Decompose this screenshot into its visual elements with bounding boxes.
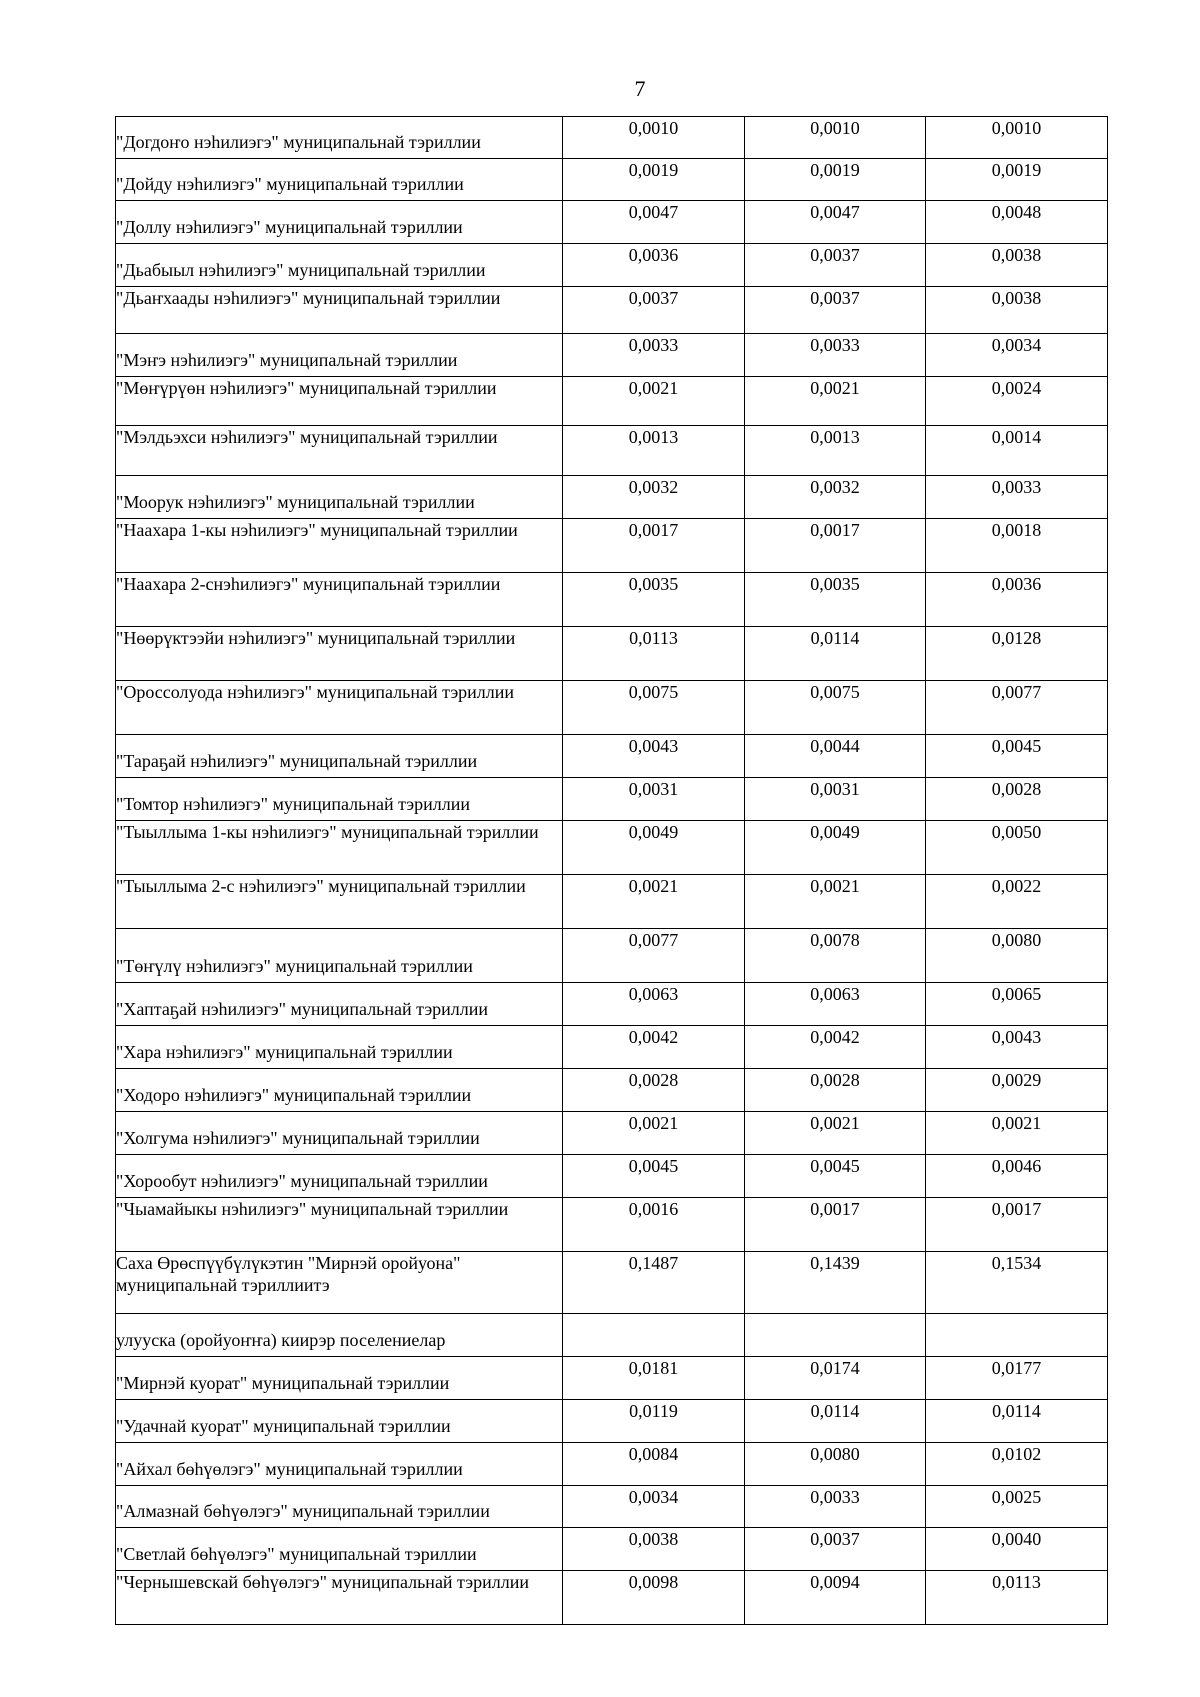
value-cell-1: 0,0042 [563, 1026, 745, 1069]
value-cell-2: 0,0047 [745, 201, 926, 244]
value-cell-2: 0,0037 [745, 1528, 926, 1571]
value-cell-1: 0,0010 [563, 117, 745, 159]
table-row [116, 681, 1108, 735]
value-cell-3: 0,0019 [926, 159, 1108, 201]
value-cell-2: 0,0035 [745, 573, 926, 627]
value-cell-2: 0,0094 [745, 1571, 926, 1625]
value-cell-1 [563, 1314, 745, 1357]
value-cell-3: 0,0034 [926, 334, 1108, 377]
value-cell-3: 0,0128 [926, 627, 1108, 681]
value-cell-3: 0,0102 [926, 1443, 1108, 1486]
value-cell-2: 0,0037 [745, 287, 926, 334]
value-cell-2: 0,0042 [745, 1026, 926, 1069]
value-cell-3: 0,0014 [926, 426, 1108, 476]
table-row [116, 929, 1108, 983]
value-cell-3: 0,0177 [926, 1357, 1108, 1400]
value-cell-2: 0,0021 [745, 1112, 926, 1155]
value-cell-1: 0,0034 [563, 1486, 745, 1528]
value-cell-3: 0,1534 [926, 1252, 1108, 1314]
municipality-name: "Дьабыыл нэһилиэгэ" муниципальнай тэриллии [116, 244, 563, 287]
municipality-name: "Удачнай куорат" муниципальнай тэриллии [116, 1400, 563, 1443]
value-cell-1: 0,0033 [563, 334, 745, 377]
value-cell-1: 0,0021 [563, 377, 745, 426]
value-cell-1: 0,0084 [563, 1443, 745, 1486]
table-row [116, 377, 1108, 426]
value-cell-2: 0,0037 [745, 244, 926, 287]
value-cell-1: 0,0063 [563, 983, 745, 1026]
table-row [116, 1528, 1108, 1571]
value-cell-2: 0,0017 [745, 519, 926, 573]
value-cell-2: 0,0033 [745, 1486, 926, 1528]
value-cell-1: 0,0119 [563, 1400, 745, 1443]
value-cell-1: 0,0098 [563, 1571, 745, 1625]
value-cell-2: 0,0114 [745, 627, 926, 681]
value-cell-2: 0,0080 [745, 1443, 926, 1486]
value-cell-3: 0,0025 [926, 1486, 1108, 1528]
table-row [116, 1357, 1108, 1400]
municipality-name: "Ороссолуода нэһилиэгэ" муниципальнай тэриллии [116, 681, 563, 735]
value-cell-1: 0,0077 [563, 929, 745, 983]
table-row [116, 1443, 1108, 1486]
table-row [116, 426, 1108, 476]
value-cell-3: 0,0040 [926, 1528, 1108, 1571]
table-row [116, 1486, 1108, 1528]
value-cell-3: 0,0038 [926, 287, 1108, 334]
municipality-name: "Мирнэй куорат" муниципальнай тэриллии [116, 1357, 563, 1400]
municipality-name: "Наахара 2-снэһилиэгэ" муниципальнай тэриллии [116, 573, 563, 627]
value-cell-2: 0,0021 [745, 875, 926, 929]
value-cell-2: 0,0019 [745, 159, 926, 201]
municipality-name: Саха Өрөспүүбүлүкэтин "Мирнэй оройуона" муниципальнай тэриллиитэ [116, 1252, 563, 1314]
value-cell-1: 0,0017 [563, 519, 745, 573]
value-cell-3: 0,0080 [926, 929, 1108, 983]
municipality-name: "Чыамайыкы нэһилиэгэ" муниципальнай тэриллии [116, 1198, 563, 1252]
value-cell-1: 0,0043 [563, 735, 745, 778]
value-cell-3: 0,0046 [926, 1155, 1108, 1198]
municipality-name: "Холгума нэһилиэгэ" муниципальнай тэриллии [116, 1112, 563, 1155]
value-cell-3: 0,0021 [926, 1112, 1108, 1155]
value-cell-1: 0,0037 [563, 287, 745, 334]
value-cell-1: 0,0019 [563, 159, 745, 201]
table-row [116, 1155, 1108, 1198]
value-cell-3: 0,0029 [926, 1069, 1108, 1112]
value-cell-3: 0,0038 [926, 244, 1108, 287]
table-row [116, 201, 1108, 244]
data-table [115, 116, 1108, 1625]
value-cell-2: 0,0017 [745, 1198, 926, 1252]
value-cell-2: 0,0075 [745, 681, 926, 735]
value-cell-1: 0,0028 [563, 1069, 745, 1112]
table-row [116, 821, 1108, 875]
value-cell-1: 0,0032 [563, 476, 745, 519]
table-row [116, 1252, 1108, 1314]
value-cell-1: 0,0049 [563, 821, 745, 875]
municipality-name: "Хаптаҕай нэһилиэгэ" муниципальнай тэриллии [116, 983, 563, 1026]
page-number: 7 [634, 76, 646, 101]
value-cell-2: 0,0021 [745, 377, 926, 426]
municipality-name: "Наахара 1-кы нэһилиэгэ" муниципальнай тэриллии [116, 519, 563, 573]
municipality-name: "Доллу нэһилиэгэ" муниципальнай тэриллии [116, 201, 563, 244]
value-cell-3: 0,0024 [926, 377, 1108, 426]
value-cell-3: 0,0065 [926, 983, 1108, 1026]
value-cell-1: 0,0021 [563, 1112, 745, 1155]
value-cell-1: 0,0075 [563, 681, 745, 735]
value-cell-3 [926, 1314, 1108, 1357]
value-cell-1: 0,0045 [563, 1155, 745, 1198]
municipality-name: "Алмазнай бөһүөлэгэ" муниципальнай тэриллии [116, 1486, 563, 1528]
table-row [116, 244, 1108, 287]
value-cell-2: 0,0063 [745, 983, 926, 1026]
value-cell-3: 0,0017 [926, 1198, 1108, 1252]
table-row [116, 875, 1108, 929]
value-cell-3: 0,0048 [926, 201, 1108, 244]
value-cell-1: 0,0038 [563, 1528, 745, 1571]
value-cell-3: 0,0077 [926, 681, 1108, 735]
value-cell-2: 0,0044 [745, 735, 926, 778]
table-row [116, 1069, 1108, 1112]
value-cell-2: 0,0174 [745, 1357, 926, 1400]
table-row [116, 1112, 1108, 1155]
municipality-name: "Айхал бөһүөлэгэ" муниципальнай тэриллии [116, 1443, 563, 1486]
value-cell-2: 0,0031 [745, 778, 926, 821]
value-cell-2: 0,1439 [745, 1252, 926, 1314]
value-cell-3: 0,0010 [926, 117, 1108, 159]
table-row [116, 476, 1108, 519]
value-cell-1: 0,0021 [563, 875, 745, 929]
value-cell-1: 0,0031 [563, 778, 745, 821]
value-cell-2: 0,0049 [745, 821, 926, 875]
value-cell-3: 0,0114 [926, 1400, 1108, 1443]
table-row [116, 117, 1108, 159]
table-row [116, 1400, 1108, 1443]
value-cell-3: 0,0045 [926, 735, 1108, 778]
municipality-name: "Чернышевскай бөһүөлэгэ" муниципальнай тэриллии [116, 1571, 563, 1625]
table-row [116, 159, 1108, 201]
value-cell-1: 0,0035 [563, 573, 745, 627]
municipality-name: "Хорообут нэһилиэгэ" муниципальнай тэриллии [116, 1155, 563, 1198]
municipality-name: улууска (оройуоҥҥа) киирэр поселениелар [116, 1314, 563, 1357]
table-row [116, 983, 1108, 1026]
value-cell-1: 0,0047 [563, 201, 745, 244]
value-cell-3: 0,0028 [926, 778, 1108, 821]
municipality-name: "Мөҥүрүөн нэһилиэгэ" муниципальнай тэриллии [116, 377, 563, 426]
municipality-name: "Хара нэһилиэгэ" муниципальнай тэриллии [116, 1026, 563, 1069]
municipality-name: "Ходоро нэһилиэгэ" муниципальнай тэриллии [116, 1069, 563, 1112]
value-cell-3: 0,0036 [926, 573, 1108, 627]
value-cell-1: 0,0113 [563, 627, 745, 681]
value-cell-2: 0,0028 [745, 1069, 926, 1112]
table-body [116, 117, 1108, 1625]
table-row [116, 778, 1108, 821]
municipality-name: "Төҥүлү нэһилиэгэ" муниципальнай тэриллии [116, 929, 563, 983]
value-cell-3: 0,0022 [926, 875, 1108, 929]
municipality-name: "Мэлдьэхси нэһилиэгэ" муниципальнай тэриллии [116, 426, 563, 476]
value-cell-2: 0,0010 [745, 117, 926, 159]
municipality-name: "Нөөрүктээйи нэһилиэгэ" муниципальнай тэриллии [116, 627, 563, 681]
municipality-name: "Тараҕай нэһилиэгэ" муниципальнай тэриллии [116, 735, 563, 778]
value-cell-2: 0,0114 [745, 1400, 926, 1443]
value-cell-1: 0,0013 [563, 426, 745, 476]
municipality-name: "Моорук нэһилиэгэ" муниципальнай тэриллии [116, 476, 563, 519]
municipality-name: "Дойду нэһилиэгэ" муниципальнай тэриллии [116, 159, 563, 201]
municipality-name: "Дьаҥхаады нэһилиэгэ" муниципальнай тэриллии [116, 287, 563, 334]
municipality-name: "Томтор нэһилиэгэ" муниципальнай тэриллии [116, 778, 563, 821]
table-row [116, 1314, 1108, 1357]
municipality-name: "Мэҥэ нэһилиэгэ" муниципальнай тэриллии [116, 334, 563, 377]
value-cell-3: 0,0113 [926, 1571, 1108, 1625]
table-row [116, 1198, 1108, 1252]
value-cell-1: 0,0036 [563, 244, 745, 287]
value-cell-3: 0,0018 [926, 519, 1108, 573]
value-cell-2 [745, 1314, 926, 1357]
value-cell-2: 0,0078 [745, 929, 926, 983]
municipality-name: "Светлай бөһүөлэгэ" муниципальнай тэриллии [116, 1528, 563, 1571]
table-row [116, 573, 1108, 627]
table-row [116, 519, 1108, 573]
value-cell-2: 0,0013 [745, 426, 926, 476]
value-cell-2: 0,0045 [745, 1155, 926, 1198]
value-cell-1: 0,0016 [563, 1198, 745, 1252]
table-row [116, 735, 1108, 778]
table-row [116, 334, 1108, 377]
municipality-name: "Догдоҥо нэһилиэгэ" муниципальнай тэриллии [116, 117, 563, 159]
value-cell-2: 0,0032 [745, 476, 926, 519]
value-cell-1: 0,0181 [563, 1357, 745, 1400]
municipality-name: "Тыыллыма 1-кы нэһилиэгэ" муниципальнай тэриллии [116, 821, 563, 875]
value-cell-3: 0,0050 [926, 821, 1108, 875]
value-cell-3: 0,0043 [926, 1026, 1108, 1069]
table-row [116, 627, 1108, 681]
table-row [116, 1026, 1108, 1069]
value-cell-3: 0,0033 [926, 476, 1108, 519]
value-cell-1: 0,1487 [563, 1252, 745, 1314]
value-cell-2: 0,0033 [745, 334, 926, 377]
municipality-name: "Тыыллыма 2-с нэһилиэгэ" муниципальнай тэриллии [116, 875, 563, 929]
table-row [116, 287, 1108, 334]
table-row [116, 1571, 1108, 1625]
